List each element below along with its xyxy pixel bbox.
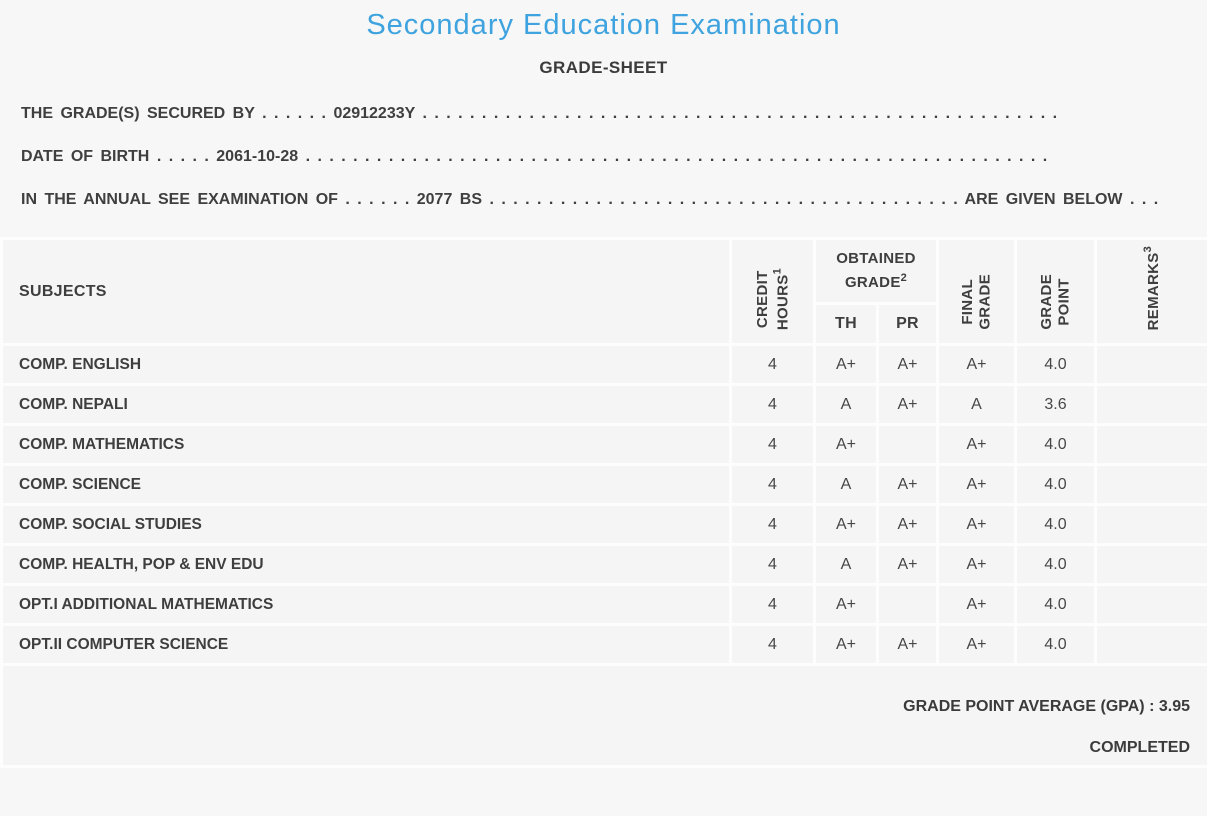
- vertical-header-text: [959, 274, 994, 330]
- pr-grade-cell: A+: [878, 625, 938, 665]
- dot-leader: . . . . . . . . . . . . . . . . . . . . . . . . . . . . . . . . . . . . . . . . . . . . . . . . . . . . . . . . . . . . . . .: [306, 148, 1048, 165]
- gpa-value: 3.95: [1159, 698, 1190, 715]
- grade-point-cell: 4.0: [1016, 545, 1096, 585]
- date-of-birth-value: 2061-10-28: [216, 148, 298, 165]
- grade-point-cell: 4.0: [1016, 505, 1096, 545]
- page-title: Secondary Education Examination: [0, 8, 1207, 42]
- subject-cell: COMP. SOCIAL STUDIES: [2, 505, 731, 545]
- footer-cell: [2, 665, 1207, 767]
- pr-grade-cell: A+: [878, 545, 938, 585]
- grade-table: [0, 237, 1207, 768]
- grade-table-body: [2, 345, 1207, 665]
- pr-grade-cell: A+: [878, 465, 938, 505]
- info-line-date-of-birth: [21, 147, 1186, 166]
- gpa-line: [20, 697, 1190, 716]
- table-row: [2, 385, 1207, 425]
- footnote-marker: 2: [901, 272, 907, 284]
- credit-hours-cell: 4: [731, 545, 815, 585]
- th-grade-cell: A: [815, 465, 878, 505]
- vertical-header-text: [1142, 246, 1162, 330]
- column-header-th: TH: [815, 304, 878, 345]
- pr-grade-cell: A+: [878, 505, 938, 545]
- info-line-examination-year: [21, 190, 1186, 209]
- student-info: [21, 104, 1186, 209]
- dot-leader: . . . . .: [157, 148, 209, 165]
- footer-row: [2, 665, 1207, 767]
- footnote-marker: 1: [771, 268, 783, 274]
- subject-cell: OPT.II COMPUTER SCIENCE: [2, 625, 731, 665]
- table-row: [2, 585, 1207, 625]
- table-row: [2, 465, 1207, 505]
- exam-year-value: 2077 BS: [417, 191, 482, 208]
- remarks-cell: [1096, 505, 1207, 545]
- remarks-cell: [1096, 585, 1207, 625]
- header-line: GRADE: [977, 274, 994, 330]
- remarks-cell: [1096, 345, 1207, 385]
- th-grade-cell: A: [815, 545, 878, 585]
- header-line: POINT: [1056, 279, 1073, 326]
- th-grade-cell: A+: [815, 505, 878, 545]
- vertical-header-text: [1038, 274, 1073, 330]
- th-grade-cell: A+: [815, 585, 878, 625]
- subject-cell: OPT.I ADDITIONAL MATHEMATICS: [2, 585, 731, 625]
- column-header-pr: PR: [878, 304, 938, 345]
- info-label: THE GRADE(S) SECURED BY: [21, 105, 255, 122]
- remarks-cell: [1096, 545, 1207, 585]
- gpa-label: GRADE POINT AVERAGE (GPA) :: [903, 698, 1154, 715]
- grade-point-cell: 4.0: [1016, 585, 1096, 625]
- header-line: GRADE: [1038, 274, 1055, 330]
- pr-grade-cell: [878, 585, 938, 625]
- table-row: [2, 425, 1207, 465]
- final-grade-cell: A+: [938, 545, 1016, 585]
- column-header-subjects: SUBJECTS: [2, 239, 731, 345]
- column-header-final-grade: [938, 239, 1016, 345]
- info-label: DATE OF BIRTH: [21, 148, 149, 165]
- grade-sheet-page: [0, 8, 1207, 768]
- footnote-marker: 3: [1142, 246, 1154, 252]
- table-row: [2, 505, 1207, 545]
- grade-point-cell: 3.6: [1016, 385, 1096, 425]
- column-header-grade-point: [1016, 239, 1096, 345]
- final-grade-cell: A+: [938, 505, 1016, 545]
- grade-point-cell: 4.0: [1016, 345, 1096, 385]
- remarks-cell: [1096, 425, 1207, 465]
- subject-cell: COMP. HEALTH, POP & ENV EDU: [2, 545, 731, 585]
- page-subtitle: GRADE-SHEET: [0, 58, 1207, 78]
- credit-hours-cell: 4: [731, 585, 815, 625]
- dot-leader: . . . . . . . . . . . . . . . . . . . . . . . . . . . . . . . . . . . . . . . . . . . . . . . . . . . . . .: [422, 105, 1057, 122]
- remarks-cell: [1096, 465, 1207, 505]
- header-line: FINAL: [959, 279, 976, 325]
- info-suffix: ARE GIVEN BELOW . . .: [965, 191, 1159, 208]
- header-line: REMARKS: [1145, 252, 1162, 330]
- credit-hours-cell: 4: [731, 505, 815, 545]
- final-grade-cell: A+: [938, 585, 1016, 625]
- vertical-header-text: [754, 268, 792, 330]
- credit-hours-cell: 4: [731, 385, 815, 425]
- header-line: GRADE: [845, 274, 901, 291]
- column-header-obtained-grade: [815, 239, 938, 304]
- final-grade-cell: A+: [938, 425, 1016, 465]
- table-row: [2, 625, 1207, 665]
- pr-grade-cell: A+: [878, 345, 938, 385]
- grade-table-header: [2, 239, 1207, 345]
- credit-hours-cell: 4: [731, 625, 815, 665]
- credit-hours-cell: 4: [731, 425, 815, 465]
- subject-cell: COMP. ENGLISH: [2, 345, 731, 385]
- header-line: OBTAINED: [836, 250, 916, 267]
- th-grade-cell: A+: [815, 345, 878, 385]
- pr-grade-cell: [878, 425, 938, 465]
- th-grade-cell: A: [815, 385, 878, 425]
- final-grade-cell: A+: [938, 345, 1016, 385]
- remarks-cell: [1096, 385, 1207, 425]
- dot-leader: . . . . . .: [345, 191, 409, 208]
- pr-grade-cell: A+: [878, 385, 938, 425]
- subject-cell: COMP. NEPALI: [2, 385, 731, 425]
- final-grade-cell: A: [938, 385, 1016, 425]
- column-header-credit-hours: [731, 239, 815, 345]
- final-grade-cell: A+: [938, 465, 1016, 505]
- column-header-remarks: [1096, 239, 1207, 345]
- grade-table-footer: [2, 665, 1207, 767]
- table-row: [2, 345, 1207, 385]
- status-completed: COMPLETED: [20, 738, 1190, 757]
- final-grade-cell: A+: [938, 625, 1016, 665]
- header-line: CREDIT: [754, 270, 771, 328]
- credit-hours-cell: 4: [731, 465, 815, 505]
- remarks-cell: [1096, 625, 1207, 665]
- grade-point-cell: 4.0: [1016, 625, 1096, 665]
- th-grade-cell: A+: [815, 625, 878, 665]
- info-label: IN THE ANNUAL SEE EXAMINATION OF: [21, 191, 338, 208]
- dot-leader: . . . . . .: [262, 105, 326, 122]
- info-line-grades-secured-by: [21, 104, 1186, 123]
- credit-hours-cell: 4: [731, 345, 815, 385]
- header-line: HOURS: [774, 274, 791, 330]
- subject-cell: COMP. SCIENCE: [2, 465, 731, 505]
- grade-point-cell: 4.0: [1016, 465, 1096, 505]
- dot-leader: . . . . . . . . . . . . . . . . . . . . . . . . . . . . . . . . . . . . . . . .: [489, 191, 957, 208]
- th-grade-cell: A+: [815, 425, 878, 465]
- grade-point-cell: 4.0: [1016, 425, 1096, 465]
- subject-cell: COMP. MATHEMATICS: [2, 425, 731, 465]
- table-row: [2, 545, 1207, 585]
- symbol-number-value: 02912233Y: [333, 105, 415, 122]
